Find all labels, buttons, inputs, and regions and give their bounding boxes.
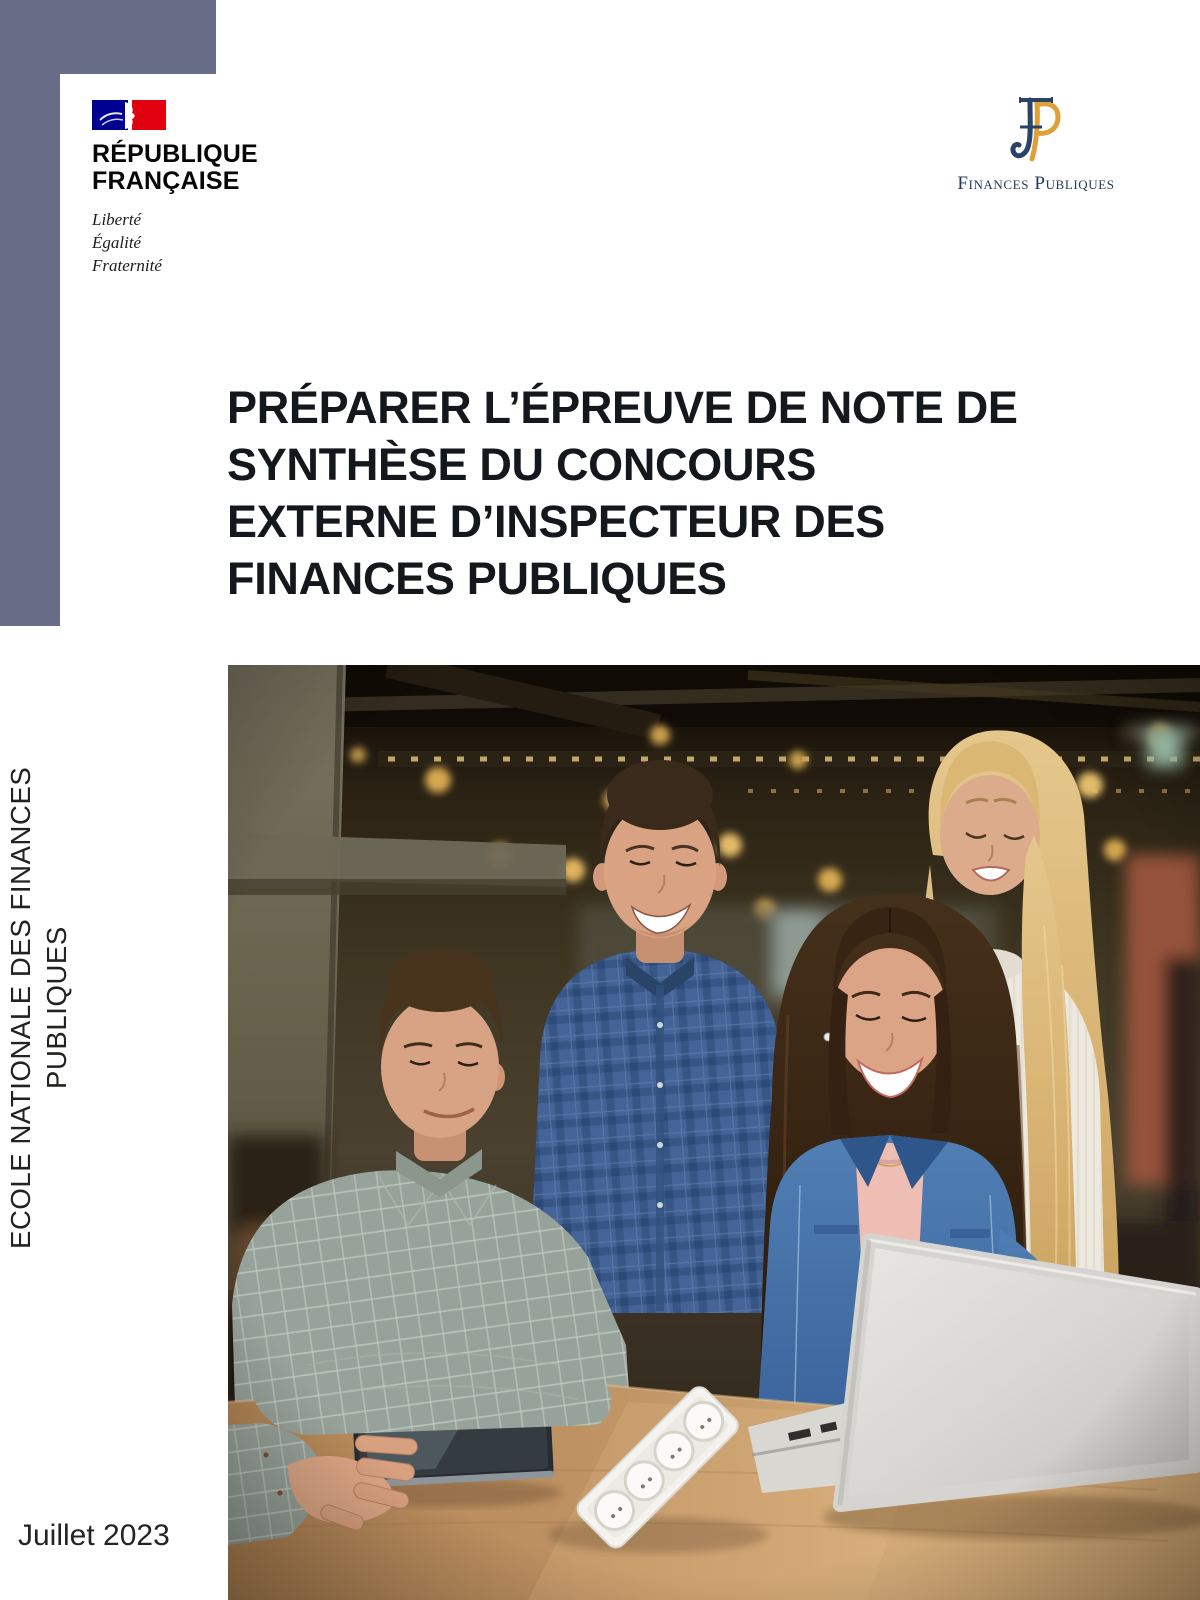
finances-publiques-logo — [948, 93, 1124, 195]
title-line4: FINANCES PUBLIQUES — [227, 553, 727, 604]
accent-bar-left — [0, 0, 60, 626]
motto-egalite: Égalité — [92, 233, 142, 252]
fp-label: Finances Publiques — [957, 173, 1115, 194]
school-name-vertical: ECOLE NATIONALE DES FINANCES PUBLIQUES — [5, 766, 72, 1250]
republique-francaise-logo — [92, 100, 258, 277]
rf-name — [92, 141, 258, 195]
title-line3: EXTERNE D’INSPECTEUR DES — [227, 496, 885, 547]
page-title — [227, 379, 1087, 607]
title-line1: PRÉPARER L’ÉPREUVE DE NOTE DE — [227, 382, 1018, 433]
marianne-flag-icon — [92, 100, 166, 130]
motto-liberte: Liberté — [92, 210, 142, 229]
date-label: Juillet 2023 — [18, 1519, 170, 1552]
motto-fraternite: Fraternité — [92, 256, 162, 275]
fp-monogram-icon — [1008, 93, 1064, 165]
rf-motto — [92, 208, 258, 277]
rf-name-line1: RÉPUBLIQUE — [92, 140, 258, 168]
rf-name-line2: FRANÇAISE — [92, 167, 240, 195]
cover-photo — [228, 665, 1200, 1600]
title-line2: SYNTHÈSE DU CONCOURS — [227, 439, 817, 490]
